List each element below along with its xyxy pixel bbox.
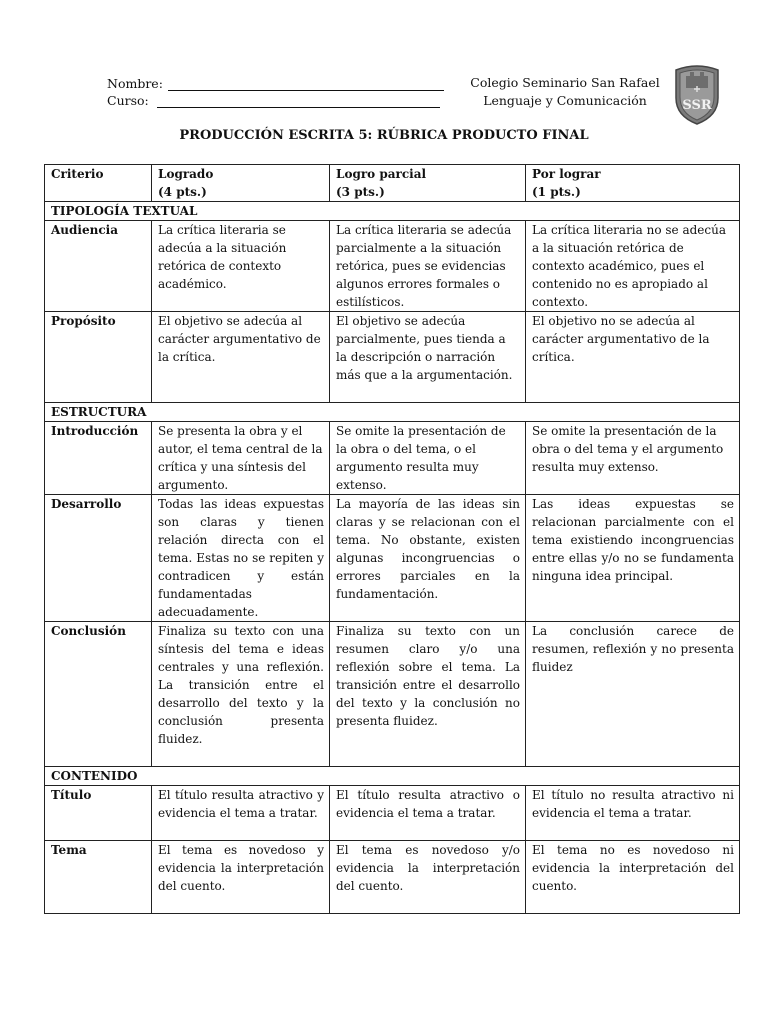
parcial-cell: Finaliza su texto con un resumen claro y/o una reflexión sobre el tema. La transición entre el desarrollo del texto y la conclusión no presenta fluidez. — [330, 622, 526, 767]
logrado-cell: Se presenta la obra y el autor, el tema central de la crítica y una síntesis del argumento. — [152, 422, 330, 495]
criterion-cell: Conclusión — [45, 622, 152, 767]
criterion-cell: Título — [45, 786, 152, 841]
table-row-proposito — [45, 312, 740, 403]
parcial-cell: El objetivo se adecúa parcialmente, pues tienda a la descripción o narración más que a la argumentación. — [330, 312, 526, 403]
por-lograr-cell: El objetivo no se adecúa al carácter argumentativo de la crítica. — [526, 312, 740, 403]
por-lograr-cell: La conclusión carece de resumen, reflexión y no presenta fluidez — [526, 622, 740, 767]
section-title: ESTRUCTURA — [45, 403, 740, 422]
subject-name: Lenguaje y Comunicación — [483, 93, 647, 108]
column-header-logrado: Logrado (4 pts.) — [152, 165, 330, 202]
logrado-cell: Finaliza su texto con una síntesis del tema e ideas centrales y una reflexión. La transición entre el desarrollo del texto y la conclusión presenta fluidez. — [152, 622, 330, 767]
section-row-contenido — [45, 767, 740, 786]
section-row-tipologia — [45, 202, 740, 221]
parcial-cell: Se omite la presentación de la obra o del tema, o el argumento resulta muy extenso. — [330, 422, 526, 495]
table-header-row — [45, 165, 740, 202]
table-row-titulo — [45, 786, 740, 841]
logrado-cell: El objetivo se adecúa al carácter argumentativo de la crítica. — [152, 312, 330, 403]
school-crest-logo — [672, 64, 722, 126]
criterion-cell: Desarrollo — [45, 495, 152, 622]
por-lograr-cell: El tema no es novedoso ni evidencia la interpretación del cuento. — [526, 841, 740, 914]
parcial-cell: La mayoría de las ideas sin claras y se relacionan con el tema. No obstante, existen algunas incongruencias o errores parciales en la fundamentación. — [330, 495, 526, 622]
table-row-desarrollo — [45, 495, 740, 622]
curso-field-line[interactable] — [157, 107, 440, 108]
logrado-cell: El tema es novedoso y evidencia la interpretación del cuento. — [152, 841, 330, 914]
por-lograr-cell: La crítica literaria no se adecúa a la situación retórica de contexto académico, pues el contenido no es apropiado al contexto. — [526, 221, 740, 312]
table-row-introduccion — [45, 422, 740, 495]
nombre-label: Nombre: — [107, 76, 163, 91]
school-name: Colegio Seminario San Rafael — [470, 75, 660, 90]
section-title: CONTENIDO — [45, 767, 740, 786]
table-row-tema — [45, 841, 740, 914]
table-row-conclusion — [45, 622, 740, 767]
page-title: PRODUCCIÓN ESCRITA 5: RÚBRICA PRODUCTO FINAL — [179, 128, 589, 143]
nombre-field-line[interactable] — [168, 90, 444, 91]
rubric-table — [44, 164, 740, 914]
parcial-cell: El título resulta atractivo o evidencia el tema a tratar. — [330, 786, 526, 841]
svg-text:SSR: SSR — [682, 98, 712, 113]
column-header-por-lograr: Por lograr (1 pts.) — [526, 165, 740, 202]
logrado-cell: El título resulta atractivo y evidencia el tema a tratar. — [152, 786, 330, 841]
criterion-cell: Propósito — [45, 312, 152, 403]
table-row-audiencia — [45, 221, 740, 312]
por-lograr-cell: Las ideas expuestas se relacionan parcialmente con el tema existiendo incongruencias entre ellas y/o no se fundamenta ninguna idea principal. — [526, 495, 740, 622]
parcial-cell: El tema es novedoso y/o evidencia la interpretación del cuento. — [330, 841, 526, 914]
por-lograr-cell: Se omite la presentación de la obra o del tema y el argumento resulta muy extenso. — [526, 422, 740, 495]
section-title: TIPOLOGÍA TEXTUAL — [45, 202, 740, 221]
criterion-cell: Introducción — [45, 422, 152, 495]
logrado-cell: Todas las ideas expuestas son claras y tienen relación directa con el tema. Estas no se repiten y contradicen y están fundamentadas adecuadamente. — [152, 495, 330, 622]
column-header-criterio: Criterio — [45, 165, 152, 202]
column-header-logro-parcial: Logro parcial (3 pts.) — [330, 165, 526, 202]
criterion-cell: Audiencia — [45, 221, 152, 312]
parcial-cell: La crítica literaria se adecúa parcialmente a la situación retórica, pues se evidencias algunos errores formales o estilísticos. — [330, 221, 526, 312]
logrado-cell: La crítica literaria se adecúa a la situación retórica de contexto académico. — [152, 221, 330, 312]
criterion-cell: Tema — [45, 841, 152, 914]
section-row-estructura — [45, 403, 740, 422]
por-lograr-cell: El título no resulta atractivo ni evidencia el tema a tratar. — [526, 786, 740, 841]
curso-label: Curso: — [107, 93, 149, 108]
